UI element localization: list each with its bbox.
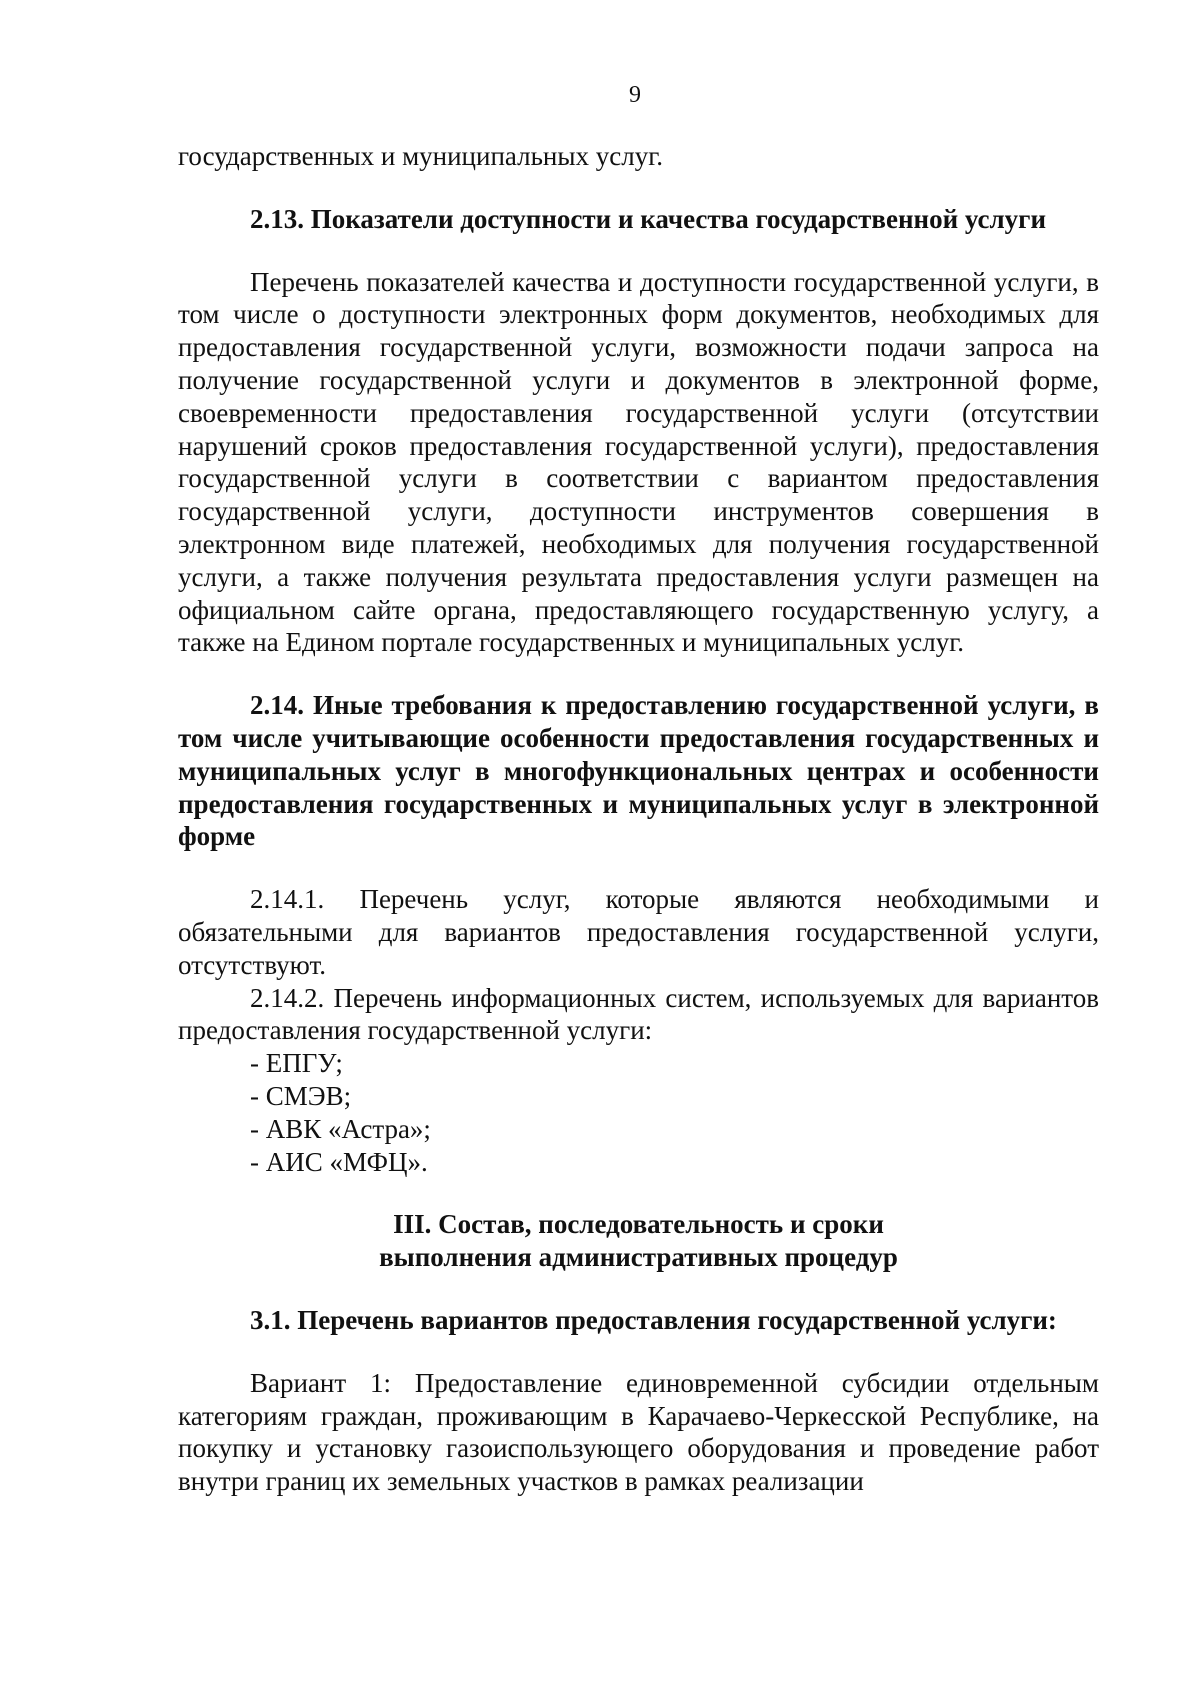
system-item-avk-astra: - АВК «Астра»; (250, 1113, 431, 1144)
section-2-14-1-paragraph: 2.14.1. Перечень услуг, которые являются необходимыми и обязательными для вариантов предоставления государственной услуги, отсутствуют. (178, 884, 1099, 980)
section-3-title-line-1: III. Состав, последовательность и сроки (393, 1209, 884, 1240)
section-3-1-heading: 3.1. Перечень вариантов предоставления государственной услуги: (250, 1304, 1057, 1335)
system-item-smev: - СМЭВ; (250, 1080, 352, 1111)
section-3-title-line-2: выполнения административных процедур (379, 1242, 898, 1273)
section-2-13-heading: 2.13. Показатели доступности и качества государственной услуги (250, 203, 1046, 234)
system-item-epgu: - ЕПГУ; (250, 1048, 343, 1079)
system-item-ais-mfc: - АИС «МФЦ». (250, 1146, 428, 1177)
section-2-14-2-paragraph: 2.14.2. Перечень информационных систем, используемых для вариантов предоставления государственной услуги: (178, 982, 1099, 1046)
document-body (178, 140, 1099, 1498)
page-number: 9 (629, 82, 641, 108)
variant-1-paragraph: Вариант 1: Предоставление единовременной субсидии отдельным категориям граждан, проживающим в Карачаево-Черкесской Республике, на покупку и установку газоиспользующего оборудования и проведение работ внутри границ их земельных участков в рамках реализации (178, 1367, 1099, 1497)
section-2-14-heading: 2.14. Иные требования к предоставлению государственной услуги, в том числе учитывающие особенности предоставления государственных и муниципальных услуг в многофункциональных центрах и особенности предоставления государственных и муниципальных услуг в электронной форме (178, 690, 1099, 852)
section-2-13-paragraph: Перечень показателей качества и доступности государственной услуги, в том числе о доступности электронных форм документов, необходимых для предоставления государственной услуги, возможности подачи запроса на получение государственной услуги и документов в электронной форме, своевременности предоставления государственной услуги (отсутствии нарушений сроков предоставления государственной услуги), предоставления государственной услуги в соответствии с вариантом предоставления государственной услуги, доступности инструментов совершения в электронном виде платежей, необходимых для получения государственной услуги, а также получения результата предоставления услуги размещен на официальном сайте органа, предоставляющего государственную услугу, а также на Едином портале государственных и муниципальных услуг. (178, 266, 1099, 658)
continuation-text: государственных и муниципальных услуг. (178, 141, 663, 171)
